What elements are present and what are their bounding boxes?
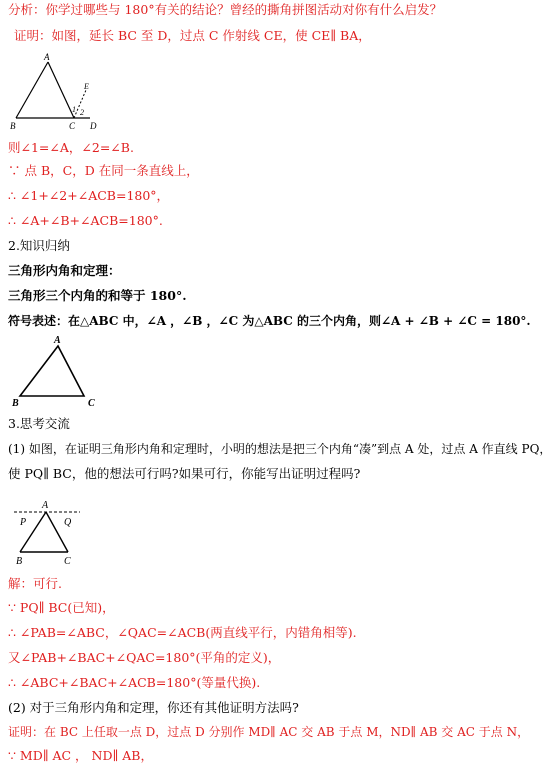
label-c: C xyxy=(64,556,71,567)
question1-line2: 使 PQ∥ BC，他的想法可行吗?如果可行，你能写出证明过程吗? xyxy=(8,466,361,481)
proof1-step: 则∠1=∠A，∠2=∠B. xyxy=(8,140,134,155)
label-e: E xyxy=(84,82,89,91)
figure-parallel-pq xyxy=(8,496,88,568)
label-d: D xyxy=(90,121,97,131)
side-ab xyxy=(16,62,48,118)
label-p: P xyxy=(20,517,27,528)
proof1-step: ∴ ∠1+∠2+∠ACB=180°， xyxy=(8,188,170,203)
proof1-intro: 证明：如图，延长 BC 至 D，过点 C 作射线 CE，使 CE∥ BA， xyxy=(14,28,371,43)
label-c: C xyxy=(69,121,76,131)
label-b: B xyxy=(16,556,23,567)
proof1-step: ∵ 点 B，C，D 在同一条直线上， xyxy=(8,163,199,178)
question1-line1: (1) 如图，在证明三角形内角和定理时，小明的想法是把三个内角“凑”到点 A 处，过点 A 作直线 PQ， xyxy=(8,442,552,456)
analysis-text: 分析：你学过哪些与 180°有关的结论？曾经的撕角拼图活动对你有什么启发？ xyxy=(8,2,443,17)
section3-heading: 3.思考交流 xyxy=(8,416,70,431)
label-c: C xyxy=(88,398,95,409)
question2: (2) 对于三角形内角和定理，你还有其他证明方法吗? xyxy=(8,700,299,715)
answer1-line: ∴ ∠ABC+∠BAC+∠ACB=180°(等量代换). xyxy=(8,675,261,690)
label-q: Q xyxy=(64,517,72,528)
proof2-line2: ∵ MD∥ AC ， ND∥ AB， xyxy=(8,748,153,763)
answer1-line: 又∠PAB+∠BAC+∠QAC=180°(平角的定义)， xyxy=(8,650,281,665)
label-a: A xyxy=(44,52,50,62)
proof2-line1: 证明：在 BC 上任取一点 D，过点 D 分别作 MD∥ AC 交 AB 于点 M，ND∥ AB 交 AC 于点 N， xyxy=(8,725,530,739)
figure-triangle-extended xyxy=(8,52,118,134)
label-angle1: 1 xyxy=(72,105,76,114)
triangle-abc xyxy=(20,346,84,396)
figure-triangle-abc xyxy=(8,334,108,412)
theorem-statement: 三角形三个内角的和等于 180°. xyxy=(8,288,187,303)
label-b: B xyxy=(10,121,16,131)
label-a: A xyxy=(42,500,49,511)
answer1-line: ∵ PQ∥ BC(已知)， xyxy=(8,600,115,615)
answer1-line: ∴ ∠PAB=∠ABC，∠QAC=∠ACB(两直线平行，内错角相等). xyxy=(8,625,357,640)
label-a: A xyxy=(54,335,61,346)
symbolic-statement: 符号表述：在△ABC 中，∠A ，∠B ，∠C 为△ABC 的三个内角，则∠A + ∠B + ∠C = 180°. xyxy=(8,314,531,328)
label-angle2: 2 xyxy=(80,108,84,117)
answer1-line: 解：可行. xyxy=(8,576,62,591)
theorem-name: 三角形内角和定理： xyxy=(8,263,121,278)
proof1-step: ∴ ∠A+∠B+∠ACB=180°. xyxy=(8,213,163,228)
side-ac xyxy=(48,62,74,118)
label-b: B xyxy=(12,398,19,409)
section2-heading: 2.知识归纳 xyxy=(8,238,70,253)
